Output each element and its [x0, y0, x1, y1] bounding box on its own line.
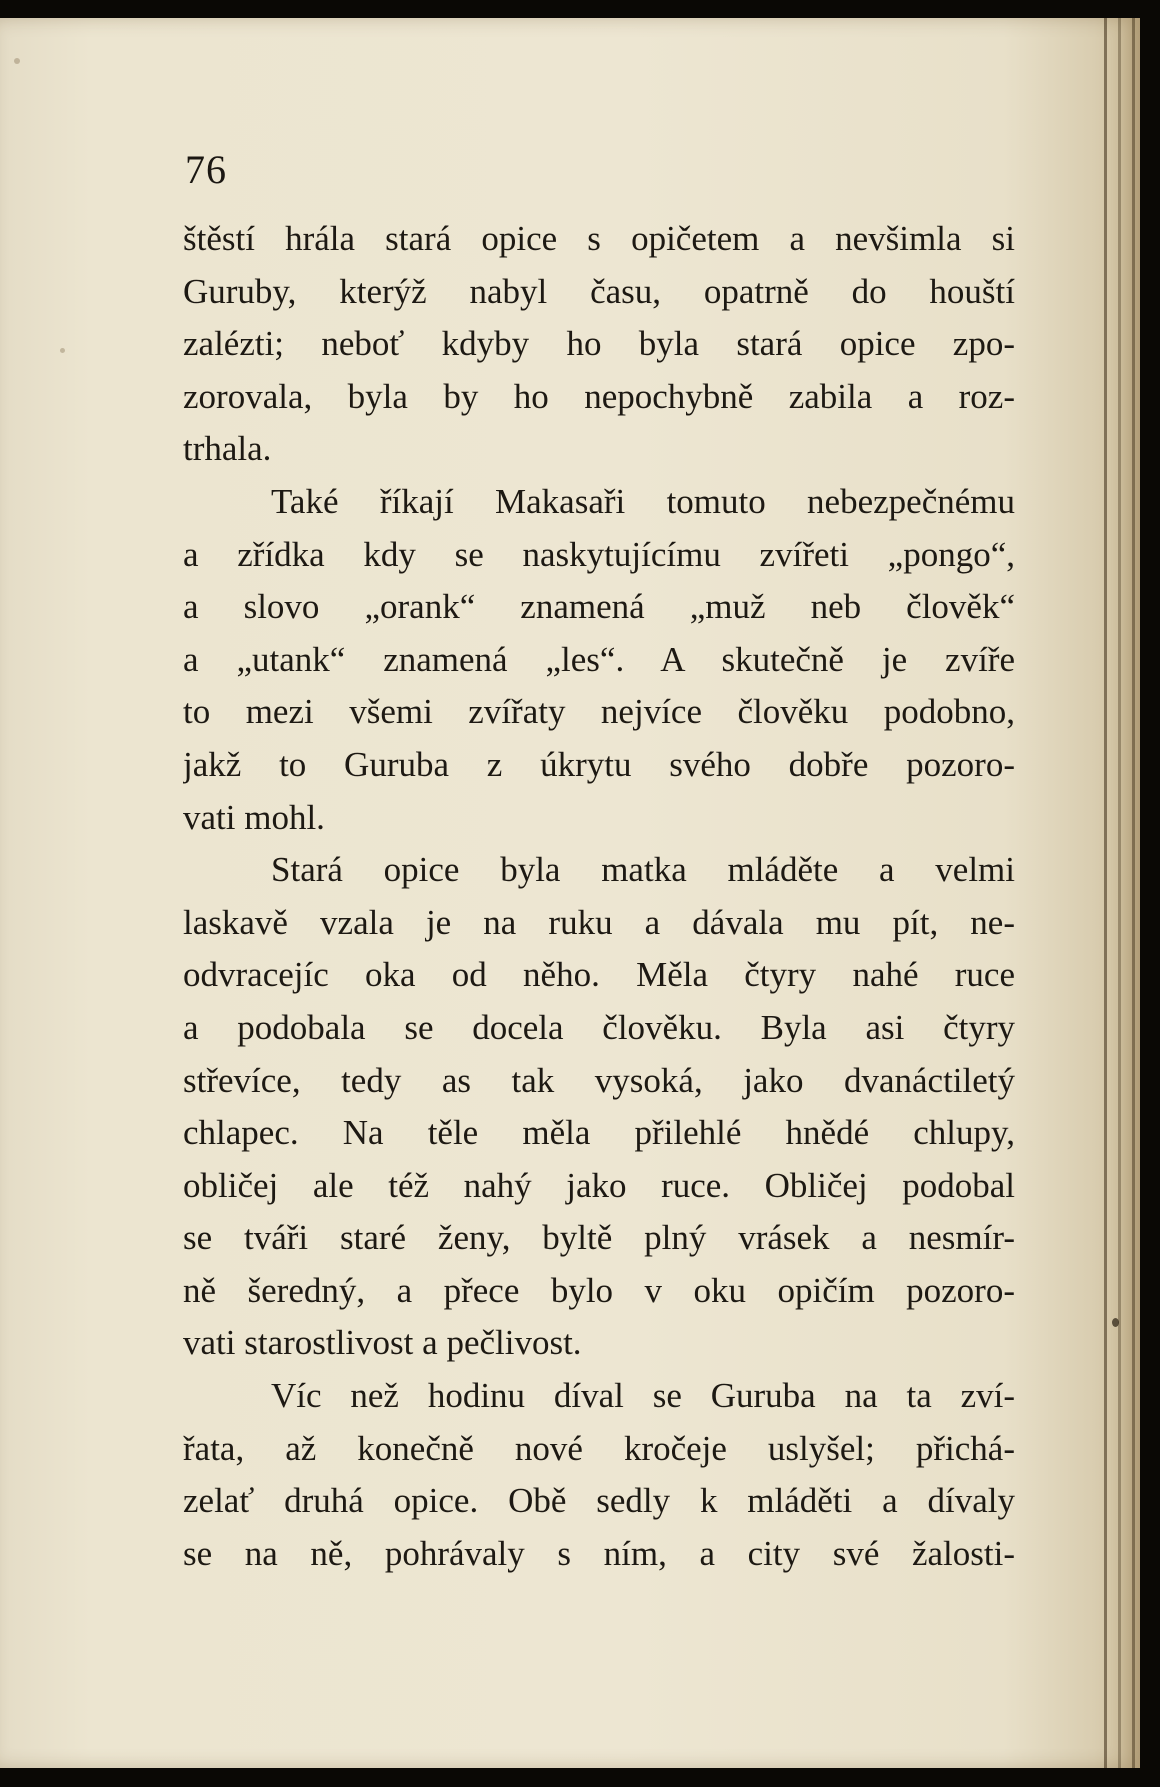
text-line: a podobala se docela člověku. Byla asi čtyry [183, 1007, 1015, 1047]
text-line: střevíce, tedy as tak vysoká, jako dvanáctiletý [183, 1060, 1015, 1100]
text-line: se tváři staré ženy, byltě plný vrásek a nesmír- [183, 1218, 1015, 1258]
text-line: vati mohl. [183, 797, 325, 837]
page-edge-shadow [1132, 18, 1135, 1768]
text-line: obličej ale též nahý jako ruce. Obličej podobal [183, 1165, 1015, 1205]
text-line: zelať druhá opice. Obě sedly k mláděti a dívaly [183, 1481, 1015, 1521]
text-line: Také říkají Makasaři tomuto nebezpečnému [271, 481, 1015, 521]
text-line: trhala. [183, 429, 272, 469]
page-edge-shadow [1118, 18, 1121, 1768]
paper-speck [60, 348, 65, 353]
paper-sheet [0, 18, 1140, 1768]
page-edge-shadow [1104, 18, 1107, 1768]
text-line: řata, až konečně nové kročeje uslyšel; přichá- [183, 1428, 1015, 1468]
text-line: štěstí hrála stará opice s opičetem a nevšimla si [183, 219, 1015, 258]
text-line: ně šeredný, a přece bylo v oku opičím pozoro- [183, 1270, 1015, 1310]
page-number: 76 [185, 147, 227, 192]
paper-speck [1112, 1318, 1119, 1327]
text-line: to mezi všemi zvířaty nejvíce člověku podobno, [183, 692, 1015, 732]
text-line: a slovo „orank“ znamená „muž neb člověk“ [183, 587, 1015, 627]
text-line: Guruby, kterýž nabyl času, opatrně do houští [183, 271, 1015, 311]
text-line: a zřídka kdy se naskytujícímu zvířeti „pongo“, [183, 534, 1015, 574]
text-line: Víc než hodinu díval se Guruba na ta zví- [271, 1376, 1015, 1416]
text-line: se na ně, pohrávaly s ním, a city své žalosti- [183, 1533, 1015, 1573]
body-text [183, 213, 1015, 1580]
text-line: zalézti; neboť kdyby ho byla stará opice zpo- [183, 324, 1015, 364]
text-line: laskavě vzala je na ruku a dávala mu pít, ne- [183, 902, 1015, 942]
text-line: zorovala, byla by ho nepochybně zabila a roz- [183, 376, 1015, 416]
text-line: jakž to Guruba z úkrytu svého dobře pozoro- [183, 744, 1015, 784]
paper-speck [14, 58, 20, 64]
text-line: vati starostlivost a pečlivost. [183, 1323, 582, 1363]
text-line: odvracejíc oka od něho. Měla čtyry nahé ruce [183, 955, 1015, 995]
text-line: Stará opice byla matka mláděte a velmi [271, 850, 1015, 890]
text-line: chlapec. Na těle měla přilehlé hnědé chlupy, [183, 1113, 1015, 1153]
text-line: a „utank“ znamená „les“. A skutečně je zvíře [183, 639, 1015, 679]
